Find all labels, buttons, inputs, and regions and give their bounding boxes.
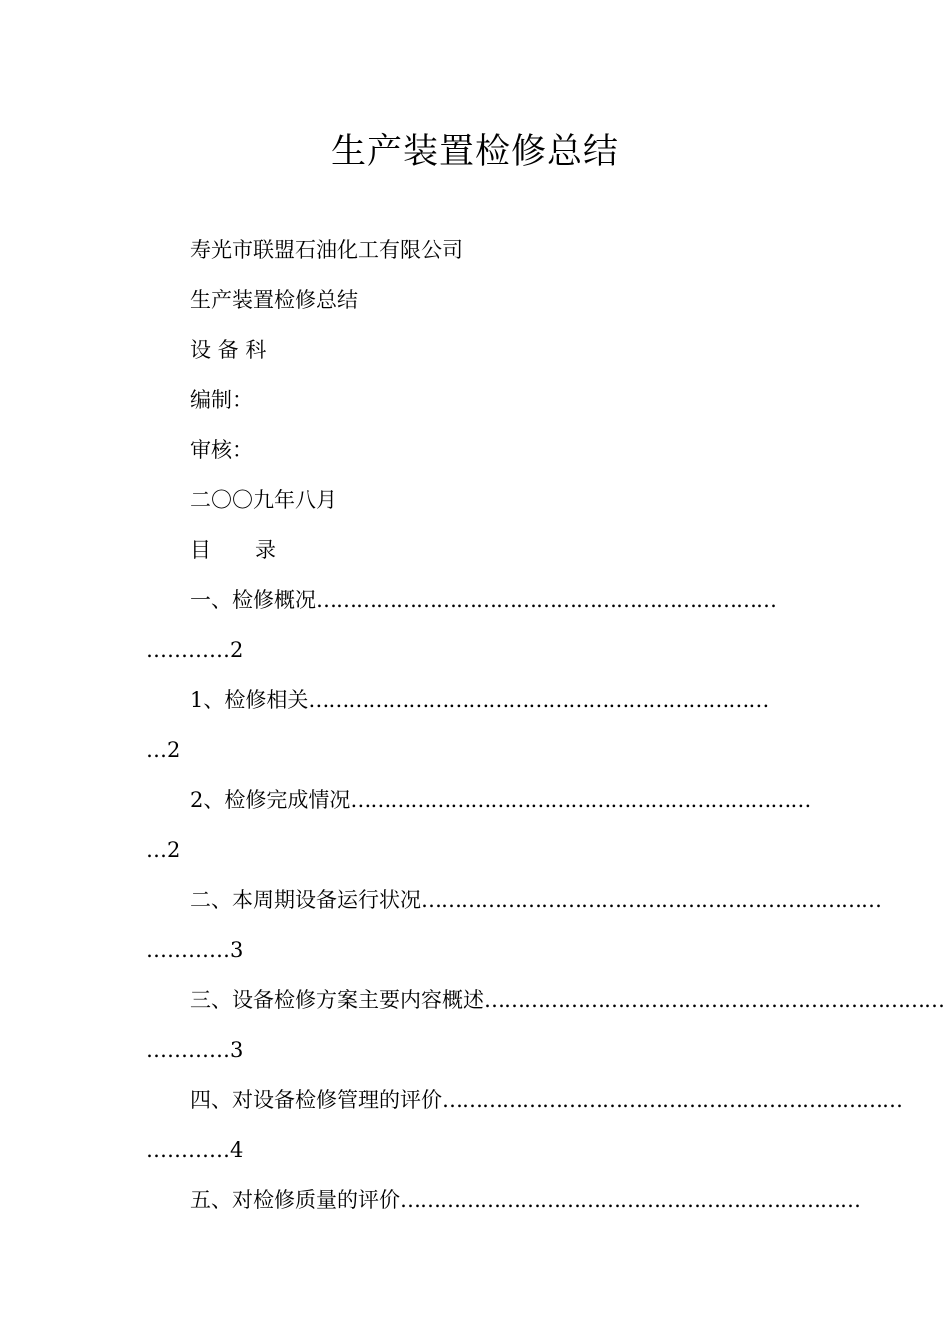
document-title: 生产装置检修总结 bbox=[330, 132, 619, 172]
toc-entry-label: 2、检修完成情况 bbox=[190, 788, 351, 812]
compiled-by-label: 编制： bbox=[190, 388, 253, 412]
toc-entry[interactable] bbox=[190, 885, 881, 915]
toc-heading bbox=[190, 535, 276, 565]
toc-entry-page: …2 bbox=[146, 838, 181, 862]
toc-heading-right: 录 bbox=[255, 538, 276, 562]
toc-entry[interactable] bbox=[190, 785, 811, 815]
toc-entry[interactable] bbox=[190, 1085, 902, 1115]
toc-entry-page: …………3 bbox=[146, 938, 244, 962]
toc-entry-leader: …………………………………………………………… bbox=[308, 688, 769, 712]
toc-entry-label: 四、对设备检修管理的评价 bbox=[190, 1088, 442, 1112]
department: 设 备 科 bbox=[190, 338, 267, 362]
toc-entry-page: …………3 bbox=[146, 1038, 244, 1062]
toc-entry-leader: …………………………………………………………… bbox=[421, 888, 881, 912]
toc-entry-leader: …………………………………………………………… bbox=[484, 988, 944, 1012]
toc-entry-leader: …………………………………………………………… bbox=[400, 1188, 860, 1212]
toc-entry-page: …………4 bbox=[146, 1138, 244, 1162]
toc-entry-leader: …………………………………………………………… bbox=[442, 1088, 902, 1112]
company-name: 寿光市联盟石油化工有限公司 bbox=[190, 238, 463, 262]
toc-entry-label: 1、检修相关 bbox=[190, 688, 309, 712]
cover-title: 生产装置检修总结 bbox=[190, 288, 358, 312]
toc-entry-label: 二、本周期设备运行状况 bbox=[190, 888, 421, 912]
toc-entry[interactable] bbox=[190, 585, 804, 615]
toc-entry-leader: …………………………………………………………… bbox=[350, 788, 811, 812]
toc-entry[interactable] bbox=[190, 1185, 860, 1215]
toc-entry-label: 三、设备检修方案主要内容概述 bbox=[190, 988, 484, 1012]
toc-heading-left: 目 bbox=[190, 538, 211, 562]
toc-entry-page: …………2 bbox=[146, 638, 244, 662]
toc-entry[interactable] bbox=[190, 985, 944, 1015]
toc-entry-label: 五、对检修质量的评价 bbox=[190, 1188, 400, 1212]
toc-entry[interactable] bbox=[190, 685, 804, 715]
toc-entry-label: 一、检修概况 bbox=[190, 588, 316, 612]
toc-entry-leader: …………………………………………………………… bbox=[316, 588, 776, 612]
document-date: 二〇〇九年八月 bbox=[190, 488, 337, 512]
reviewed-by-label: 审核： bbox=[190, 438, 253, 462]
toc-entry-page: …2 bbox=[146, 738, 181, 762]
